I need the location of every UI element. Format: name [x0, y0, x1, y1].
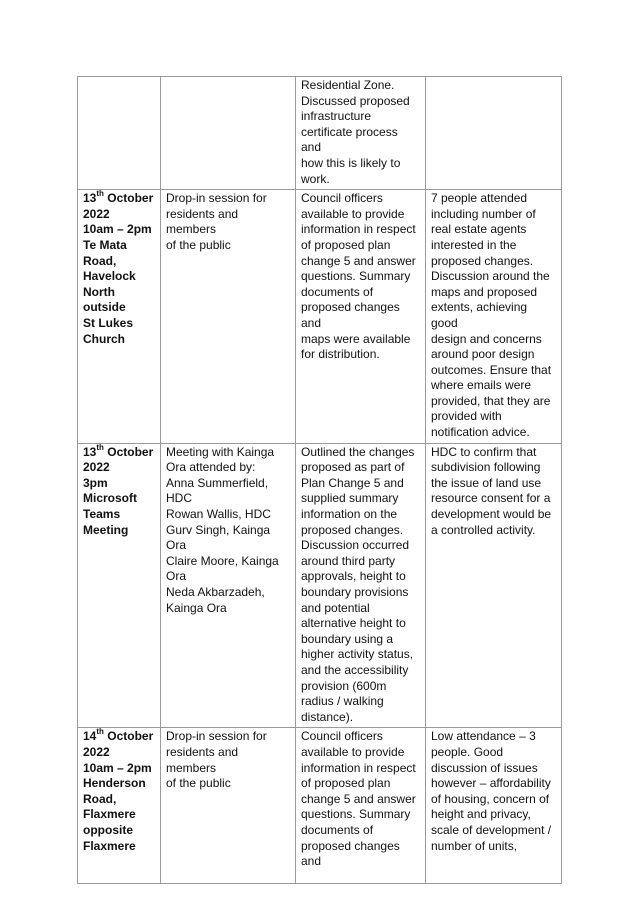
discussion-line: how this is likely to — [301, 155, 401, 170]
discussion-line: change 5 and answer — [301, 791, 416, 806]
discussion-line: and the accessibility — [301, 662, 409, 677]
activity-line: Ora — [166, 569, 187, 584]
outcome-line: extents, achieving good — [431, 300, 528, 330]
discussion-line: maps were available — [301, 331, 411, 346]
date-location-cell — [78, 77, 161, 190]
outcome-line: outcomes. Ensure that — [431, 362, 552, 377]
discussion-line: proposed changes and — [301, 300, 400, 330]
consultation-table — [77, 76, 562, 884]
activity-line: HDC — [166, 491, 192, 506]
discussion-line: approvals, height to — [301, 569, 406, 584]
date-location-line: 3pm — [83, 475, 108, 490]
date-day: 13 — [83, 191, 97, 206]
outcome-line: where emails were — [431, 378, 532, 393]
activity-line: of the public — [166, 776, 231, 791]
discussion-line: available to provide — [301, 206, 405, 221]
date-location-line: Flaxmere — [83, 807, 136, 822]
date-location-line: Road, — [83, 253, 117, 268]
date-line — [83, 729, 156, 745]
table-row — [78, 190, 562, 444]
discussion-line: provision (600m — [301, 678, 387, 693]
date-location-line: Flaxmere — [83, 838, 136, 853]
discussion-line: of proposed plan — [301, 776, 391, 791]
date-location-line: Henderson — [83, 776, 146, 791]
discussion-cell — [296, 77, 426, 190]
outcome-line: people. Good — [431, 744, 504, 759]
discussion-line: Outlined the changes — [301, 444, 415, 459]
date-location-line: Teams — [83, 507, 121, 522]
date-suffix: th — [96, 189, 104, 199]
outcome-line: of housing, concern of — [431, 791, 550, 806]
date-location-line: opposite — [83, 822, 133, 837]
outcome-line: the issue of land use — [431, 475, 542, 490]
activity-line: residents and members — [166, 744, 239, 775]
outcome-line: 7 people attended — [431, 191, 528, 206]
outcome-line: maps and proposed — [431, 284, 538, 299]
discussion-line: certificate process and — [301, 124, 398, 155]
date-suffix: th — [96, 727, 104, 737]
date-location-line: Te Mata — [83, 237, 127, 252]
outcome-line: subdivision following — [431, 460, 541, 475]
discussion-line: higher activity status, — [301, 647, 414, 662]
activity-line: Drop-in session for — [166, 191, 267, 206]
outcome-line: provided with — [431, 409, 502, 424]
discussion-line: supplied summary — [301, 491, 399, 506]
discussion-line: Discussion occurred — [301, 538, 410, 553]
date-month: October — [103, 191, 154, 206]
date-location-line: 2022 — [83, 206, 110, 221]
outcome-line: scale of development / — [431, 822, 552, 837]
outcome-line: Discussion around the — [431, 269, 550, 284]
date-suffix: th — [96, 443, 104, 452]
discussion-line: boundary provisions — [301, 585, 409, 599]
discussion-line: Residential Zone. — [301, 78, 395, 92]
discussion-line: documents of — [301, 822, 374, 837]
date-line — [83, 191, 156, 207]
date-line — [83, 445, 156, 461]
date-location-line: Meeting — [83, 522, 129, 537]
outcome-line: design and concerns — [431, 331, 542, 346]
outcome-line: discussion of issues — [431, 760, 538, 775]
discussion-cell — [296, 728, 426, 884]
date-day: 14 — [83, 729, 97, 744]
discussion-line: Discussed proposed — [301, 93, 410, 108]
activity-line: of the public — [166, 237, 231, 252]
discussion-line: around third party — [301, 553, 396, 568]
table-row — [78, 728, 562, 884]
discussion-cell — [296, 443, 426, 728]
activity-line: Kainga Ora — [166, 600, 227, 615]
discussion-line: radius / walking — [301, 694, 384, 709]
outcome-line: a controlled activity. — [431, 522, 536, 537]
date-location-line: North outside — [83, 284, 126, 315]
date-location-line: 10am – 2pm — [83, 760, 152, 775]
discussion-line: questions. Summary — [301, 807, 411, 822]
date-location-line: Havelock — [83, 269, 136, 284]
outcome-line: interested in the — [431, 237, 517, 252]
table-body — [78, 77, 562, 884]
outcome-cell — [426, 77, 562, 190]
date-location-line: Road, — [83, 791, 117, 806]
outcome-cell — [426, 728, 562, 884]
discussion-line: information in respect — [301, 222, 416, 237]
table-row — [78, 443, 562, 728]
date-location-cell — [78, 443, 161, 728]
date-day: 13 — [83, 444, 97, 459]
outcome-cell — [426, 443, 562, 728]
discussion-cell — [296, 190, 426, 444]
activity-line: Neda Akbarzadeh, — [166, 585, 265, 599]
outcome-line: height and privacy, — [431, 807, 531, 822]
outcome-cell — [426, 190, 562, 444]
activity-line: Claire Moore, Kainga — [166, 553, 279, 568]
date-location-cell — [78, 190, 161, 444]
discussion-line: information on the — [301, 507, 398, 522]
discussion-line: proposed changes. — [301, 522, 404, 537]
date-location-line: 2022 — [83, 744, 110, 759]
date-location-line: 2022 — [83, 460, 110, 475]
discussion-line: distance). — [301, 709, 354, 724]
activity-cell — [161, 190, 296, 444]
activity-line: Ora attended by: — [166, 460, 256, 475]
discussion-line: boundary using a — [301, 631, 394, 646]
table-row — [78, 77, 562, 190]
discussion-line: proposed as part of — [301, 460, 405, 475]
activity-cell — [161, 77, 296, 190]
outcome-line: including number of — [431, 206, 536, 221]
outcome-line: real estate agents — [431, 222, 527, 237]
discussion-line: work. — [301, 171, 330, 186]
discussion-line: information in respect — [301, 760, 416, 775]
outcome-line: proposed changes. — [431, 253, 534, 268]
date-location-cell — [78, 728, 161, 884]
discussion-line: change 5 and answer — [301, 253, 416, 268]
activity-line: Meeting with Kainga — [166, 444, 275, 459]
date-month: October — [103, 729, 154, 744]
outcome-line: notification advice. — [431, 425, 530, 440]
activity-line: Rowan Wallis, HDC — [166, 507, 271, 522]
discussion-line: and potential — [301, 600, 370, 615]
outcome-line: provided, that they are — [431, 393, 551, 408]
discussion-line: of proposed plan — [301, 237, 391, 252]
date-location-line: St Lukes — [83, 315, 134, 330]
discussion-line: questions. Summary — [301, 269, 411, 284]
date-location-line: 10am – 2pm — [83, 222, 152, 237]
discussion-line: available to provide — [301, 744, 405, 759]
outcome-line: development would be — [431, 507, 552, 522]
outcome-line: however – affordability — [431, 776, 551, 791]
discussion-line: proposed changes and — [301, 838, 400, 869]
outcome-line: resource consent for a — [431, 491, 551, 506]
outcome-line: number of units, — [431, 838, 518, 853]
discussion-line: Plan Change 5 and — [301, 475, 404, 490]
activity-cell — [161, 728, 296, 884]
activity-line: residents and members — [166, 206, 239, 237]
discussion-line: for distribution. — [301, 347, 380, 362]
discussion-line: Council officers — [301, 191, 383, 206]
date-location-line: Church — [83, 331, 125, 346]
outcome-line: around poor design — [431, 347, 535, 362]
date-month: October — [103, 444, 154, 459]
activity-line: Anna Summerfield, — [166, 475, 269, 490]
discussion-line: Council officers — [301, 729, 383, 744]
activity-line: Drop-in session for — [166, 729, 267, 744]
discussion-line: alternative height to — [301, 616, 406, 631]
discussion-line: documents of — [301, 284, 374, 299]
activity-cell — [161, 443, 296, 728]
discussion-line: infrastructure — [301, 109, 372, 124]
outcome-line: HDC to confirm that — [431, 444, 537, 459]
activity-line: Gurv Singh, Kainga Ora — [166, 522, 271, 553]
outcome-line: Low attendance – 3 — [431, 729, 536, 744]
date-location-line: Microsoft — [83, 491, 137, 506]
